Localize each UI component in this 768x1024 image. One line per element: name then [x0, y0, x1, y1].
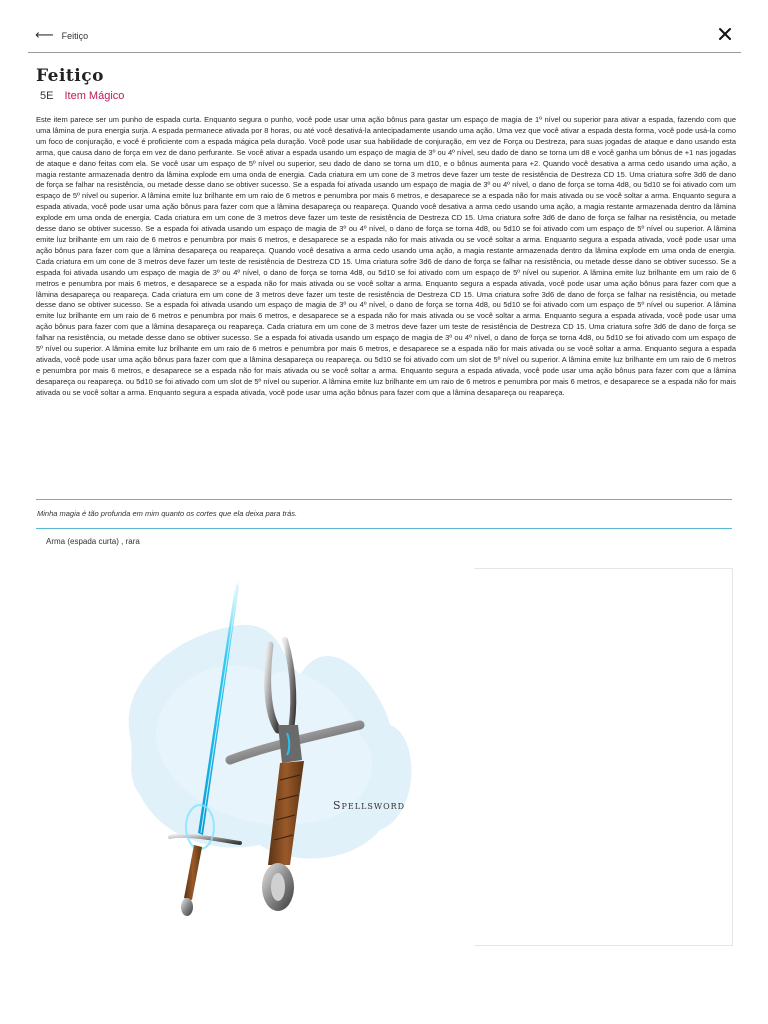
- top-bar: [28, 22, 741, 53]
- edition-badge: 5E: [40, 90, 54, 102]
- spellsword-illustration: [90, 565, 490, 925]
- item-meta: [40, 90, 124, 102]
- flavor-quote: Minha magia é tão profunda em mim quanto os cortes que ela deixa para trás.: [37, 509, 298, 518]
- item-properties: Arma (espada curta) , rara: [46, 537, 140, 546]
- item-type: Item Mágico: [64, 90, 125, 102]
- illustration-caption: Spellsword: [333, 799, 406, 812]
- arrow-left-icon: ⟵: [35, 28, 54, 43]
- illustration-frame: [474, 568, 733, 946]
- back-button[interactable]: [35, 29, 88, 43]
- divider-top: [36, 499, 732, 500]
- back-label: Feitiço: [61, 31, 89, 41]
- page-title: Feitiço: [36, 66, 104, 86]
- divider-bottom: [36, 528, 732, 529]
- close-icon[interactable]: [717, 26, 733, 42]
- item-description: Este item parece ser um punho de espada curta. Enquanto segura o punho, você pode usar uma ação bônus para gastar um espaço de magia de 1º nível ou superior para ativar a espada, fazendo com que uma lâmina de pura energia surja. A espada permanece ativada por 8 horas, ou até você desativá-la antecipadamente usando uma ação. Uma vez que você ativar a espada desta forma, você pode usá-la como um foco de conjuração, e você é proficiente com a espada mágica pela duração. Você pode usar sua habilidade de conjuração, em vez de Força ou Destreza, para suas jogadas de ataque e dano usando esta arma, que causa dano de força em vez de dano perfurante. Se você ativar a espada usando um espaço de magia de 3º ou 4º nível, seu dado de dano se torna um d8 e você ganha um bônus de +1 nas jogadas de ataque e dano feitas com ela. Se você usar um espaço de 5º nível ou superior, seu dado de dano se torna um d10, e o bônus aumenta para +2. Quando você desativa a arma cedo usando uma ação, a magia restante armazenada dentro da lâmina explode em uma onda de energia. Cada criatura em um cone de 3 metros deve fazer um teste de resistência de Destreza CD 15. Uma criatura sofre 3d6 de dano de força se falhar na resistência, ou metade desse dano se obtiver sucesso. Se a espada foi ativada usando um espaço de magia de 3º ou 4º nível, o dano de força se torna 4d8, ou 5d10 se foi ativado com um espaço de 5º nível ou superior. A lâmina emite luz brilhante em um raio de 6 metros e penumbra por mais 6 metros, e desaparece se a espada não for mais ativada ou se você soltar a arma. Enquanto segura a espada ativada, você pode usar uma ação bônus para fazer com que a lâmina desapareça ou reapareça. Quando você desativa a arma cedo usando uma ação, a magia restante armazenada dentro da lâmina explode em uma onda de energia. Cada criatura em um cone de 3 metros deve fazer um teste de resistência de Destreza CD 15. Uma criatura sofre 3d6 de dano de força se falhar na resistência, ou metade desse dano se obtiver sucesso. Se a espada foi ativada usando um espaço de magia de 3º ou 4º nível, o dano de força se torna 4d8, ou 5d10 se foi ativado com um espaço de 5º nível ou superior. A lâmina emite luz brilhante em um raio de 6 metros e penumbra por mais 6 metros, e desaparece se a espada não for mais ativada ou se você soltar a arma. Enquanto segura a espada ativada, você pode usar uma ação bônus para fazer com que a lâmina desapareça ou reapareça. Quando você desativa a arma cedo usando uma ação, a magia restante armazenada dentro da lâmina explode em uma onda de energia. Cada criatura em um cone de 3 metros deve fazer um teste de resistência de Destreza CD 15. Uma criatura sofre 3d6 de dano de força se falhar na resistência, ou metade desse dano se obtiver sucesso. Se a espada foi ativada usando um espaço de magia de 3º ou 4º nível, o dano de força se torna 4d8, ou 5d10 se foi ativado com um espaço de 5º nível ou superior. A lâmina emite luz brilhante em um raio de 6 metros e penumbra por mais 6 metros, e desaparece se a espada não for mais ativada ou se você soltar a arma. Enquanto segura a espada ativada, você pode usar uma ação bônus para fazer com que a lâmina desapareça ou reapareça. Cada criatura em um cone de 3 metros deve fazer um teste de resistência de Destreza CD 15. Uma criatura sofre 3d6 de dano de força se falhar na resistência, ou metade desse dano se obtiver sucesso. Se a espada foi ativada usando um espaço de magia de 3º ou 4º nível, o dano de força se torna 4d8, ou 5d10 se foi ativado com um espaço de 5º nível ou superior. A lâmina emite luz brilhante em um raio de 6 metros e penumbra por mais 6 metros, e desaparece se a espada não for mais ativada ou se você soltar a arma. Enquanto segura a espada ativada, você pode usar uma ação bônus para fazer com que a lâmina desapareça ou reapareça. Cada criatura em um cone de 3 metros deve fazer um teste de resistência de Destreza CD 15. Uma criatura sofre 3d6 de dano de força se falhar na resistência, ou metade desse dano se obtiver sucesso. Se a espada foi ativada usando um espaço de magia de 3º ou 4º nível, o dano de força se torna 4d8, ou 5d10 se foi ativado com um espaço de 5º nível ou superior. A lâmina emite luz brilhante em um raio de 6 metros e penumbra por mais 6 metros, e desaparece se a espada não for mais ativada ou se você soltar a arma. Enquanto segura a espada ativada, você pode usar uma ação bônus para fazer com que a lâmina desapareça ou reapareça. ou 5d10 se foi ativado com um slot de 5º nível ou superior. A lâmina emite luz brilhante em um raio de 6 metros e penumbra por mais 6 metros, e desaparece se a espada não for mais ativada ou se você soltar a arma. Enquanto segura a espada ativada, você pode usar uma ação bônus para fazer com que a lâmina desapareça ou reapareça. ou 5d10 se foi ativado com um slot de 5º nível ou superior. A lâmina emite luz brilhante em um raio de 6 metros e penumbra por mais 6 metros, e desaparece se a espada não for mais ativada ou se você soltar a arma. Enquanto segura a espada ativada, você pode usar uma ação bônus para fazer com que a lâmina desapareça ou reapareça.: [36, 115, 736, 397]
